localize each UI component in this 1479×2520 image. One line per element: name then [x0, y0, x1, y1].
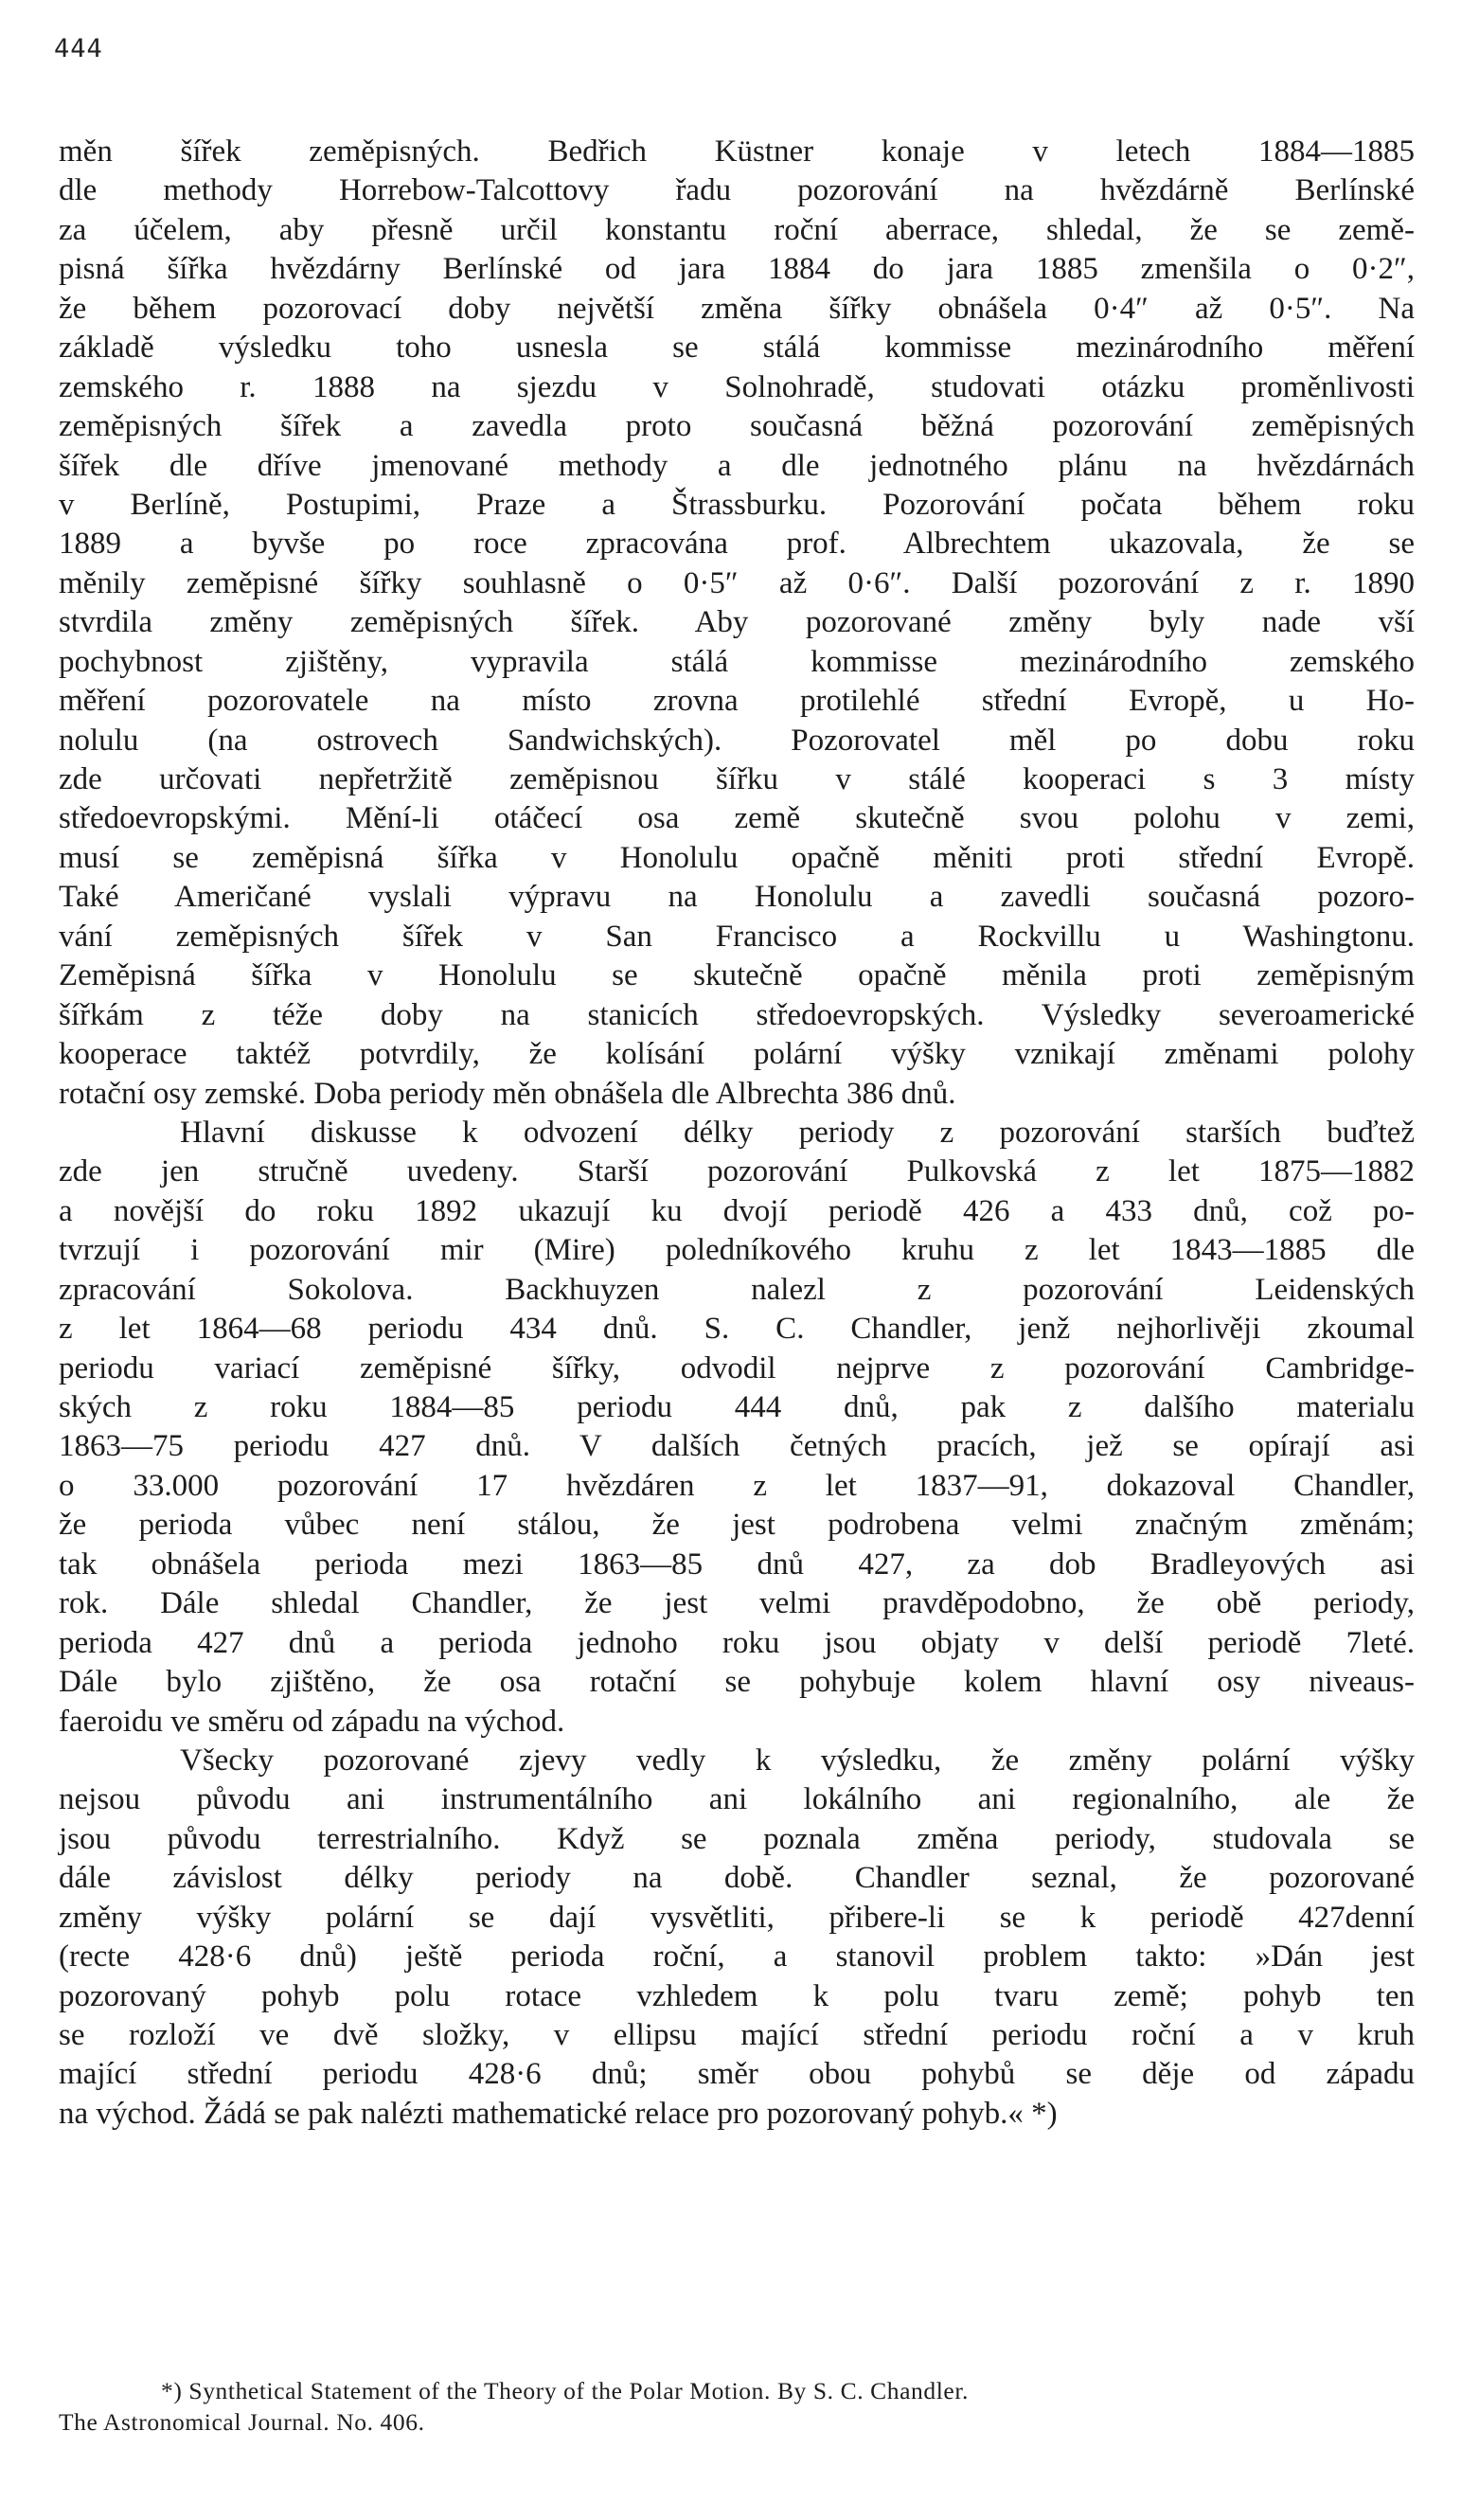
text-line: nejsou původu ani instrumentálního ani lokálního ani regionalního, ale že — [59, 1782, 1415, 1817]
text-line: měnily zeměpisné šířky souhlasně o 0·5″ až 0·6″. Další pozorování z r. 1890 — [59, 565, 1415, 600]
text-line: (recte 428·6 dnů) ještě perioda roční, a stanovil problem takto: »Dán jest — [59, 1939, 1415, 1975]
footnote-line: *) Synthetical Statement of the Theory of the Polar Motion. By S. C. Chandler. — [161, 2377, 970, 2404]
paragraph — [59, 133, 1415, 1114]
text-line: středoevropskými. Mění-li otáčecí osa země skutečně svou polohu v zemi, — [59, 801, 1415, 836]
text-line: z let 1864—68 periodu 434 dnů. S. C. Chandler, jenž nejhorlivěji zkoumal — [59, 1312, 1415, 1347]
text-line: v Berlíně, Postupimi, Praze a Štrassburku. Pozorování počata během roku — [59, 487, 1415, 522]
text-line: rok. Dále shledal Chandler, že jest velmi pravděpodobno, že obě periody, — [59, 1586, 1415, 1621]
text-line: zpracování Sokolova. Backhuyzen nalezl z pozorování Leidenských — [59, 1272, 1415, 1307]
text-line: na východ. Žádá se pak nalézti mathematické relace pro pozorovaný pohyb.« *) — [59, 2096, 1058, 2131]
text-line: zde jen stručně uvedeny. Starší pozorování Pulkovská z let 1875—1882 — [59, 1154, 1415, 1189]
text-line: stvrdila změny zeměpisných šířek. Aby pozorované změny byly nade vší — [59, 605, 1415, 640]
text-line: ských z roku 1884—85 periodu 444 dnů, pak z dalšího materialu — [59, 1390, 1415, 1424]
text-line: šířek dle dříve jmenované methody a dle jednotného plánu na hvězdárnách — [59, 448, 1415, 483]
text-line: tak obnášela perioda mezi 1863—85 dnů 427, za dob Bradleyových asi — [59, 1546, 1415, 1582]
text-line: dle methody Horrebow-Talcottovy řadu pozorování na hvězdárně Berlínské — [59, 173, 1415, 208]
text-line: perioda 427 dnů a perioda jednoho roku jsou objaty v delší periodě 7leté. — [59, 1625, 1415, 1660]
footnote-line: The Astronomical Journal. No. 406. — [59, 2408, 425, 2436]
text-line: Zeměpisná šířka v Honolulu se skutečně opačně měnila proti zeměpisným — [59, 958, 1415, 993]
text-line: periodu variací zeměpisné šířky, odvodil nejprve z pozorování Cambridge- — [59, 1350, 1415, 1385]
text-line: zemského r. 1888 na sjezdu v Solnohradě, studovati otázku proměnlivosti — [59, 369, 1415, 404]
text-line: jsou původu terrestrialního. Když se poznala změna periody, studovala se — [59, 1821, 1415, 1856]
text-line: se rozloží ve dvě složky, v ellipsu mající střední periodu roční a v kruh — [59, 2018, 1415, 2052]
text-line: že perioda vůbec není stálou, že jest podrobena velmi značným změnám; — [59, 1508, 1415, 1543]
text-line: o 33.000 pozorování 17 hvězdáren z let 1837—91, dokazoval Chandler, — [59, 1468, 1415, 1503]
text-line: vání zeměpisných šířek v San Francisco a Rockvillu u Washingtonu. — [59, 919, 1415, 954]
text-line: 1889 a byvše po roce zpracována prof. Albrechtem ukazovala, že se — [59, 527, 1415, 562]
text-line: pozorovaný pohyb polu rotace vzhledem k polu tvaru země; pohyb ten — [59, 1978, 1415, 2013]
text-line: pochybnost zjištěny, vypravila stálá kommisse mezinárodního zemského — [59, 644, 1415, 679]
text-line: rotační osy zemské. Doba periody měn obnášela dle Albrechta 386 dnů. — [59, 1076, 956, 1111]
text-line: za účelem, aby přesně určil konstantu roční aberrace, shledal, že se země- — [59, 212, 1415, 247]
text-line: dále závislost délky periody na době. Chandler seznal, že pozorované — [59, 1861, 1415, 1896]
text-line: musí se zeměpisná šířka v Honolulu opačně měniti proti střední Evropě. — [59, 840, 1415, 875]
text-line: šířkám z téže doby na stanicích středoevropských. Výsledky severoamerické — [59, 997, 1415, 1032]
paragraph — [59, 1114, 1415, 1742]
text-line: že během pozorovací doby největší změna šířky obnášela 0·4″ až 0·5″. Na — [59, 291, 1415, 326]
text-line: tvrzují i pozorování mir (Mire) poledníkového kruhu z let 1843—1885 dle — [59, 1233, 1415, 1268]
text-line: Všecky pozorované zjevy vedly k výsledku, že změny polární výšky — [180, 1743, 1415, 1778]
text-line: zde určovati nepřetržitě zeměpisnou šířku v stálé kooperaci s 3 místy — [59, 762, 1415, 796]
text-line: zeměpisných šířek a zavedla proto současná běžná pozorování zeměpisných — [59, 409, 1415, 444]
body-text — [59, 133, 1415, 2134]
text-line: měření pozorovatele na místo zrovna protilehlé střední Evropě, u Ho- — [59, 684, 1415, 719]
text-line: změny výšky polární se dají vysvětliti, přibere-li se k periodě 427denní — [59, 1900, 1415, 1935]
text-line: a novější do roku 1892 ukazují ku dvojí periodě 426 a 433 dnů, což po- — [59, 1193, 1415, 1228]
text-line: pisná šířka hvězdárny Berlínské od jara 1884 do jara 1885 zmenšila o 0·2″, — [59, 252, 1415, 287]
text-line: kooperace taktéž potvrdily, že kolísání polární výšky vznikají změnami polohy — [59, 1037, 1415, 1072]
text-line: 1863—75 periodu 427 dnů. V dalších četných pracích, jež se opírají asi — [59, 1429, 1415, 1464]
text-line: Také Američané vyslali výpravu na Honolulu a zavedli současná pozoro- — [59, 880, 1415, 915]
footnote — [59, 2375, 1415, 2438]
text-line: faeroidu ve směru od západu na východ. — [59, 1704, 565, 1739]
text-line: základě výsledku toho usnesla se stálá kommisse mezinárodního měření — [59, 331, 1415, 366]
text-line: nolulu (na ostrovech Sandwichských). Pozorovatel měl po dobu roku — [59, 723, 1415, 758]
text-line: Hlavní diskusse k odvození délky periody z pozorování starších buďtež — [180, 1115, 1415, 1150]
paragraph — [59, 1742, 1415, 2134]
text-line: Dále bylo zjištěno, že osa rotační se pohybuje kolem hlavní osy niveaus- — [59, 1665, 1415, 1700]
text-line: mající střední periodu 428·6 dnů; směr obou pohybů se děje od západu — [59, 2057, 1415, 2092]
page-number: 444 — [54, 34, 103, 63]
text-line: měn šířek zeměpisných. Bedřich Küstner konaje v letech 1884—1885 — [59, 134, 1415, 169]
